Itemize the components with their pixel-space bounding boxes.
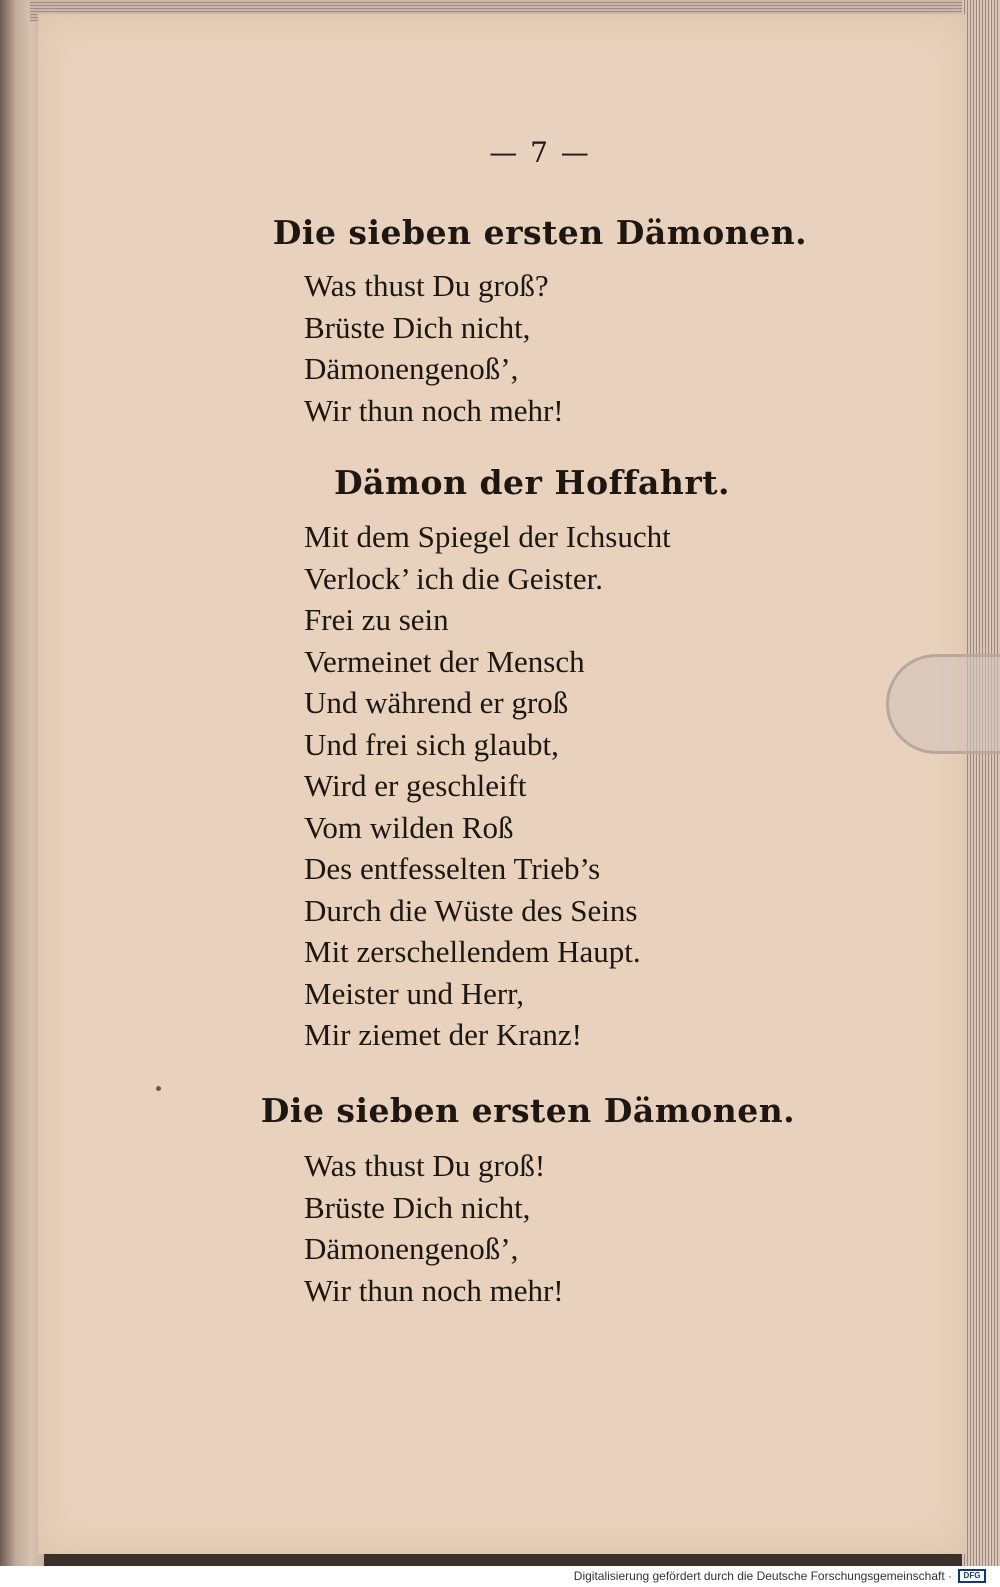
verse-line: Vermeinet der Mensch bbox=[304, 643, 585, 679]
page-number: — 7 — bbox=[489, 136, 591, 169]
verse-line: Was thust Du groß? bbox=[304, 268, 549, 303]
ink-spot bbox=[156, 1086, 161, 1091]
verse-line: Des entfesselten Trieb’s bbox=[304, 851, 601, 886]
dfg-logo: DFG bbox=[958, 1569, 986, 1583]
section-heading: Dämon der Hoffahrt. bbox=[334, 463, 730, 502]
verse-line: Mir ziemet der Kranz! bbox=[304, 1017, 583, 1052]
verse-line: Was thust Du groß! bbox=[304, 1148, 546, 1183]
verse-line: Brüste Dich nicht, bbox=[304, 1189, 531, 1225]
verse-line: Brüste Dich nicht, bbox=[304, 309, 531, 345]
stanza bbox=[304, 1145, 864, 1311]
verse-line: Wir thun noch mehr! bbox=[304, 1272, 564, 1308]
verse-line: Und während er groß bbox=[304, 685, 569, 720]
verse-line: Verlock’ ich die Geister. bbox=[304, 560, 603, 596]
section-heading: Die sieben ersten Dämonen. bbox=[272, 213, 808, 252]
funding-notice: Digitalisierung gefördert durch die Deutsche Forschungsgemeinschaft · bbox=[573, 1569, 952, 1583]
verse-line: Durch die Wüste des Seins bbox=[304, 892, 638, 928]
verse-line: Dämonengenoß’, bbox=[304, 1231, 519, 1266]
footer-bar bbox=[0, 1566, 1000, 1587]
verse-line: Mit zerschellendem Haupt. bbox=[304, 934, 641, 969]
verse-line: Wir thun noch mehr! bbox=[304, 392, 564, 428]
stanza bbox=[304, 516, 864, 1056]
verse-line: Dämonengenoß’, bbox=[304, 351, 519, 386]
section-heading: Die sieben ersten Dämonen. bbox=[260, 1091, 796, 1130]
verse-line: Meister und Herr, bbox=[304, 975, 524, 1011]
verse-line: Vom wilden Roß bbox=[304, 809, 514, 845]
page-stack-right-edge bbox=[962, 0, 1000, 1566]
verse-line: Mit dem Spiegel der Ichsucht bbox=[304, 519, 671, 554]
verse-line: Frei zu sein bbox=[304, 602, 449, 637]
page-clip bbox=[886, 654, 1000, 754]
stanza bbox=[304, 265, 864, 431]
verse-line: Und frei sich glaubt, bbox=[304, 726, 559, 762]
verse-line: Wird er geschleift bbox=[304, 768, 527, 803]
